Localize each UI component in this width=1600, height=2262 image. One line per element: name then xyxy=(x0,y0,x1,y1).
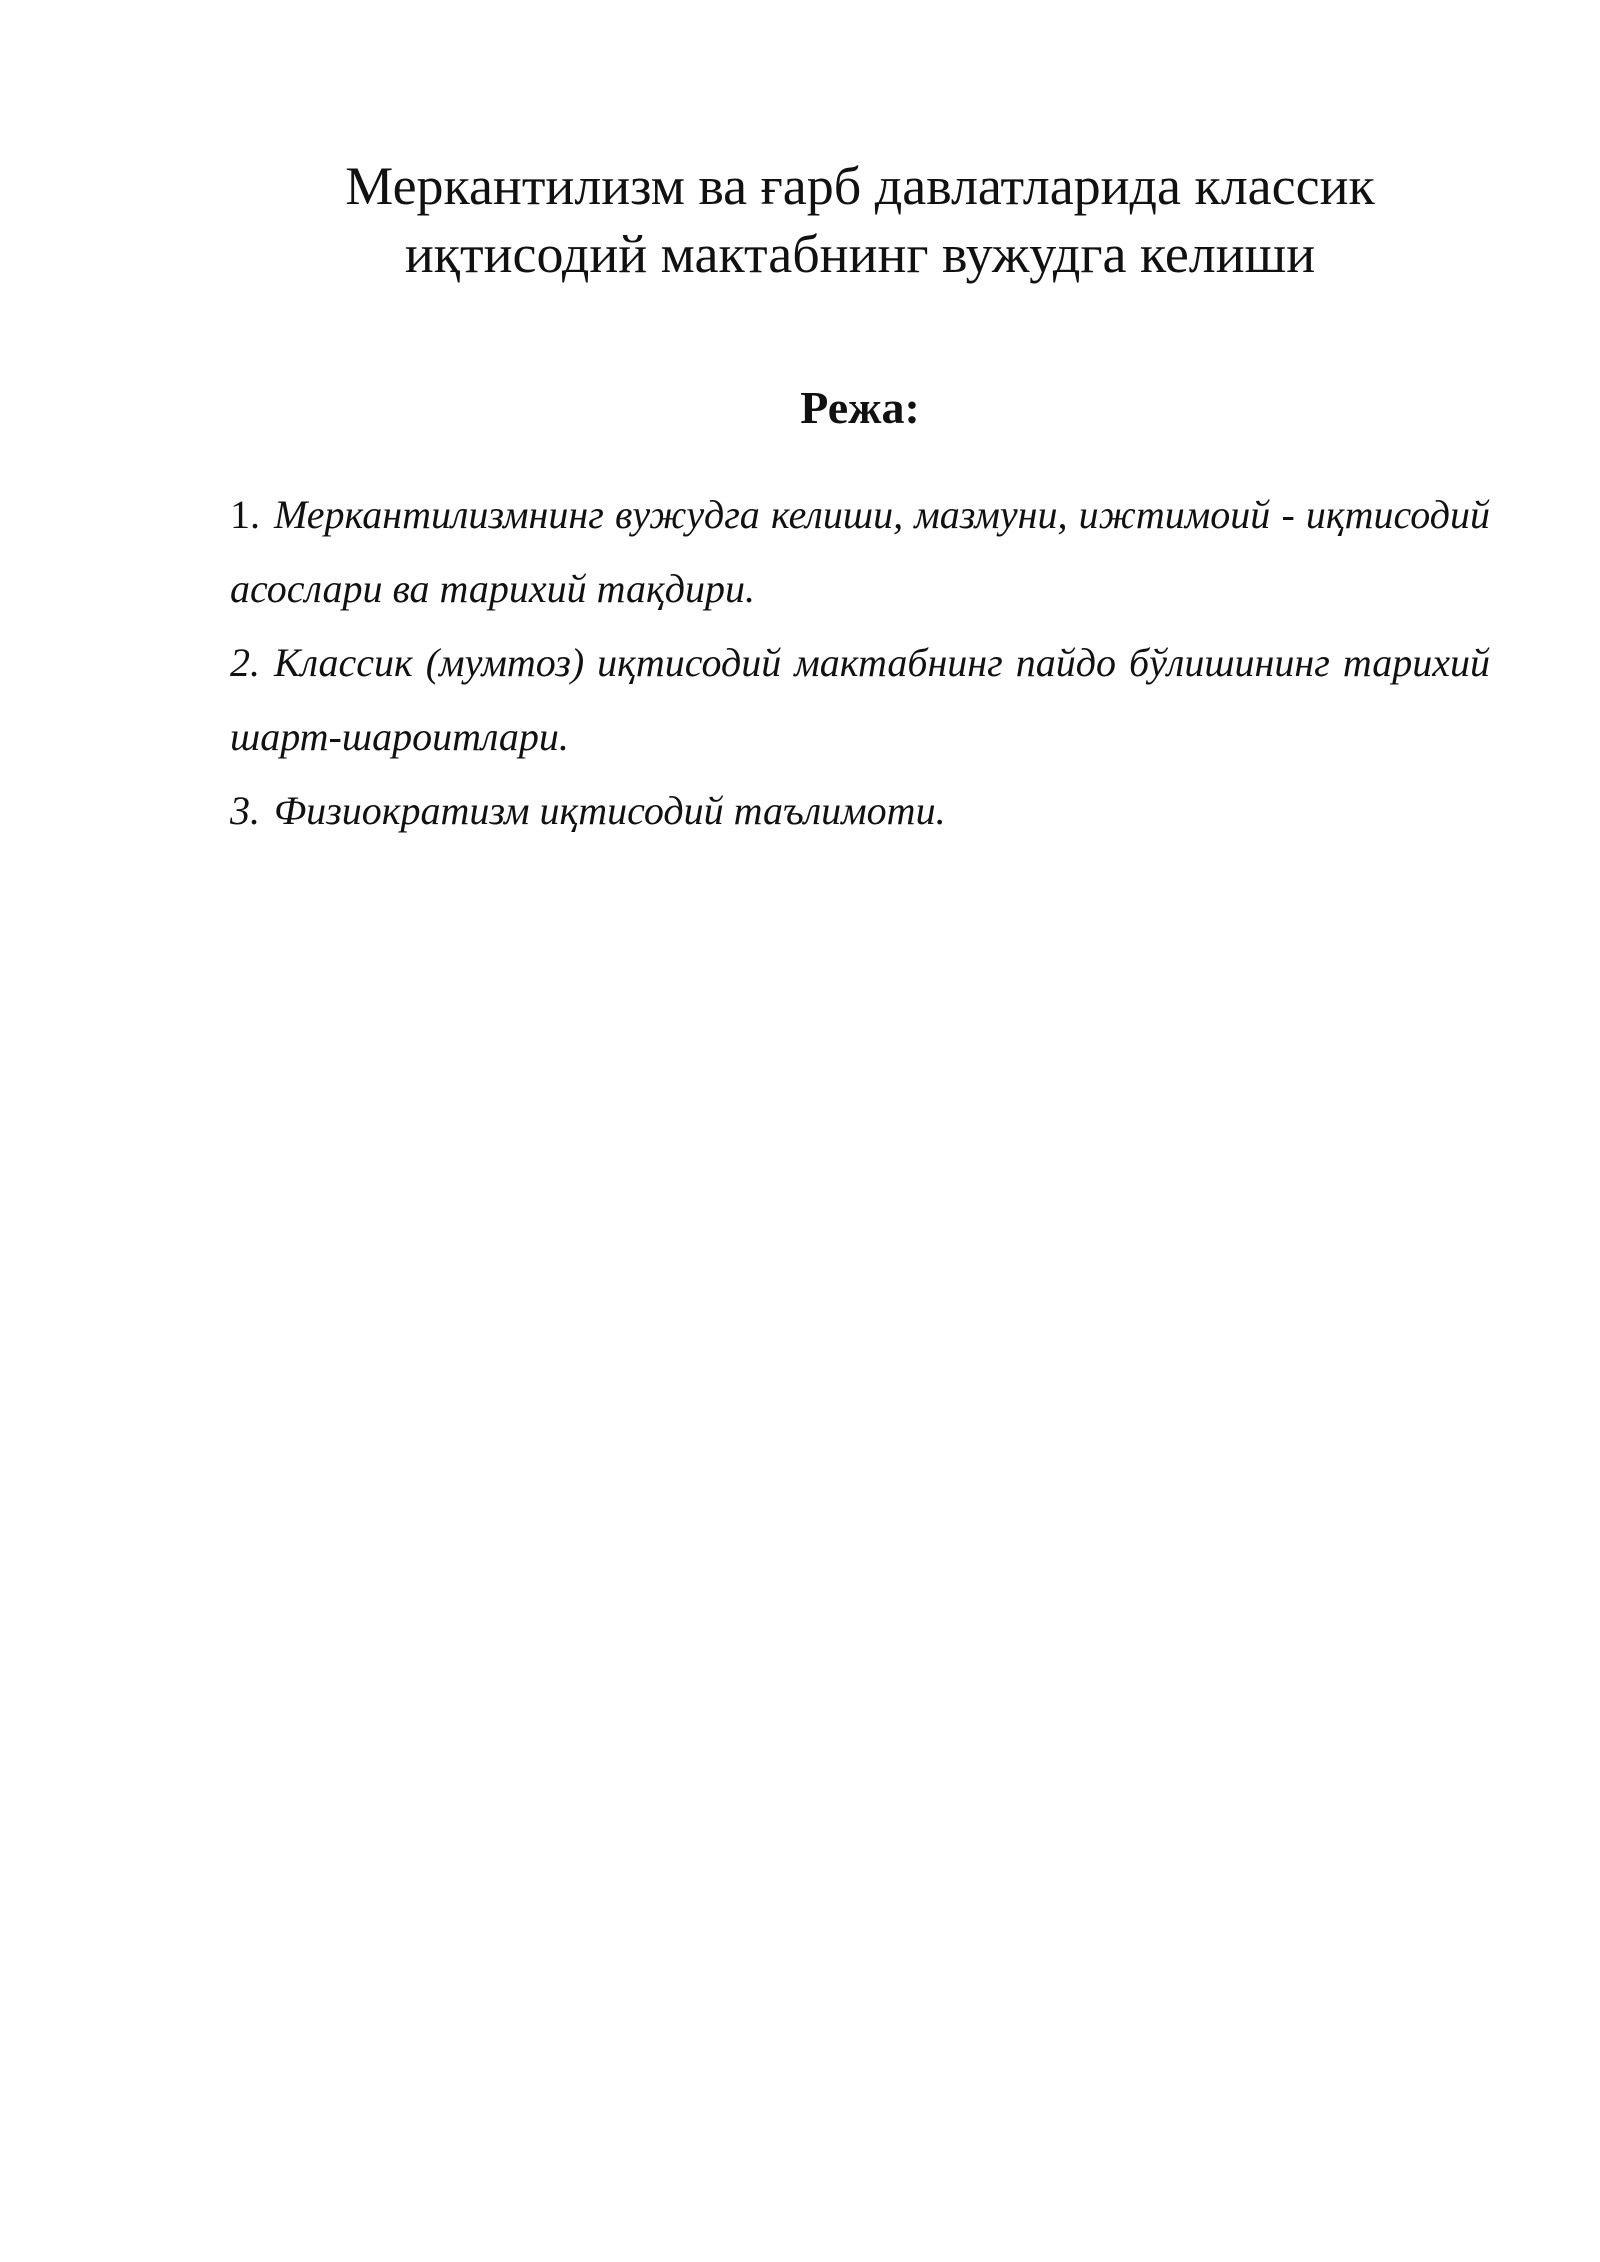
plan-item-number: 2. xyxy=(230,640,260,685)
plan-heading: Режа: xyxy=(800,382,920,433)
document-title xyxy=(230,152,1490,288)
plan-item-number: 3. xyxy=(230,788,260,833)
plan-item-1 xyxy=(230,478,1490,626)
title-line-1: Меркантилизм ва ғарб давлатларида классик xyxy=(345,156,1375,216)
plan-list xyxy=(230,478,1490,848)
plan-item-2 xyxy=(230,626,1490,774)
plan-item-3 xyxy=(230,774,1490,848)
plan-item-text: Физиократизм иқтисодий таълимоти. xyxy=(274,788,946,833)
plan-item-text: Меркантилизмнинг вужудга келиши, мазмуни, ижтимоий - иқтисодий асослари ва тарихий тақдири. xyxy=(230,492,1490,611)
title-line-2: иқтисодий мактабнинг вужудга келиши xyxy=(404,224,1316,284)
plan-item-number: 1. xyxy=(230,492,260,537)
plan-item-text: Классик (мумтоз) иқтисодий мактабнинг пайдо бўлишининг тарихий шарт-шароитлари. xyxy=(230,640,1490,759)
